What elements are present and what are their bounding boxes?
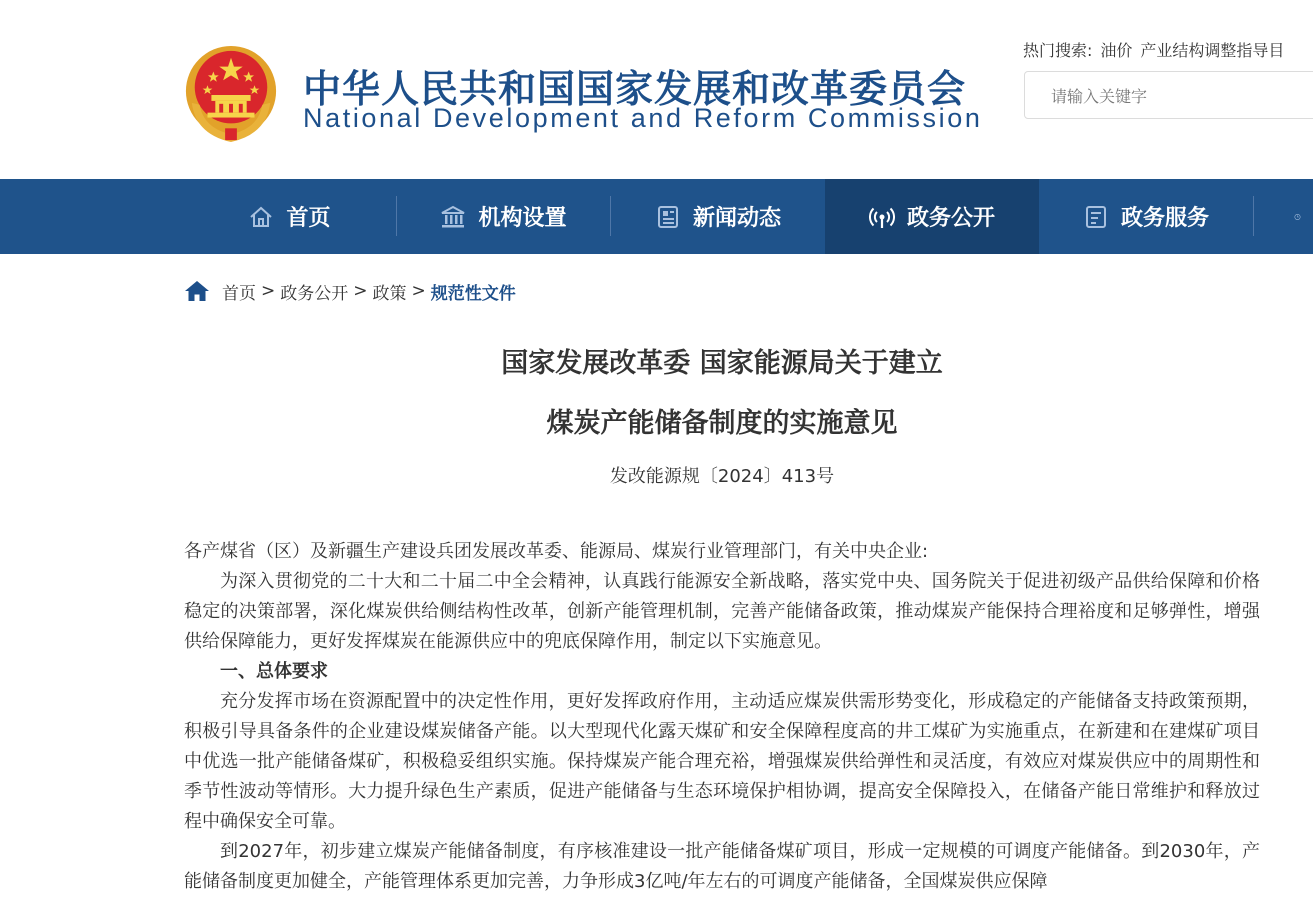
hot-search-label: 热门搜索: (1023, 41, 1093, 60)
nav-item-partial[interactable] (1254, 179, 1313, 254)
news-icon (655, 204, 681, 230)
article-title-line: 国家发展改革委 国家能源局关于建立 (501, 348, 943, 379)
breadcrumb-link-home[interactable]: 首页 (222, 283, 256, 304)
breadcrumb-home-icon[interactable] (184, 280, 210, 302)
breadcrumb (184, 278, 516, 304)
article-title-line: 煤炭产能储备制度的实施意见 (546, 408, 898, 439)
nav-item-label: 首页 (286, 206, 331, 231)
paragraph: 到2027年，初步建立煤炭产能储备制度，有序核准建设一批产能储备煤矿项目，形成一定规模的可调度产能储备。到2030年，产能储备制度更加健全，产能管理体系更加完善，力争形成3亿吨/年左右的可调度产能储备，全国煤炭供应保障 (184, 841, 1260, 892)
nav-item-label: 新闻动态 (692, 206, 781, 231)
national-emblem-icon[interactable] (182, 44, 280, 146)
article-body (184, 537, 1260, 897)
nav-item-label: 机构设置 (478, 206, 567, 231)
search-input[interactable] (1049, 72, 1313, 120)
breadcrumb-current[interactable]: 规范性文件 (430, 283, 516, 304)
section-heading: 一、总体要求 (220, 661, 328, 682)
hot-search-term[interactable]: 油价 (1100, 41, 1133, 60)
clock-icon (1294, 204, 1301, 230)
nav-item-label: 政务服务 (1120, 206, 1209, 231)
breadcrumb-separator: > (261, 281, 276, 301)
hot-search-bar (1023, 38, 1292, 61)
breadcrumb-separator: > (411, 281, 426, 301)
nav-item-organization[interactable] (397, 179, 610, 254)
addressee: 各产煤省（区）及新疆生产建设兵团发展改革委、能源局、煤炭行业管理部门，有关中央企业: (184, 541, 929, 562)
building-icon (440, 204, 466, 230)
nav-item-services[interactable] (1039, 179, 1253, 254)
search-box (1024, 71, 1313, 119)
main-nav (0, 179, 1313, 254)
site-header (0, 0, 1313, 179)
breadcrumb-separator: > (353, 281, 368, 301)
hot-search-term[interactable]: 产业结构调整指导目 (1140, 41, 1285, 60)
site-title-chinese[interactable]: 中华人民共和国国家发展和改革委员会 (303, 67, 967, 111)
broadcast-icon (869, 204, 895, 230)
document-number: 发改能源规〔2024〕413号 (609, 466, 835, 487)
paragraph: 为深入贯彻党的二十大和二十届二中全会精神，认真践行能源安全新战略，落实党中央、国务院关于促进初级产品供给保障和价格稳定的决策部署，深化煤炭供给侧结构性改革，创新产能管理机制，完善产能储备政策，推动煤炭产能保持合理裕度和足够弹性，增强供给保障能力，更好发挥煤炭在能源供应中的兜底保障作用，制定以下实施意见。 (184, 571, 1260, 652)
paragraph: 充分发挥市场在资源配置中的决定性作用，更好发挥政府作用，主动适应煤炭供需形势变化，形成稳定的产能储备支持政策预期，积极引导具备条件的企业建设煤炭储备产能。以大型现代化露天煤矿和安全保障程度高的井工煤矿为实施重点，在新建和在建煤矿项目中优选一批产能储备煤矿，积极稳妥组织实施。保持煤炭产能合理充裕，增强煤炭供给弹性和灵活度，有效应对煤炭供应中的周期性和季节性波动等情形。大力提升绿色生产素质，促进产能储备与生态环境保护相协调，提高安全保障投入，在储备产能日常维护和释放过程中确保安全可靠。 (184, 691, 1260, 832)
nav-item-label: 政务公开 (906, 206, 995, 231)
breadcrumb-link-government-affairs[interactable]: 政务公开 (280, 283, 349, 304)
breadcrumb-link-policy[interactable]: 政策 (372, 283, 407, 304)
nav-item-news[interactable] (611, 179, 825, 254)
home-icon (248, 204, 274, 230)
service-icon (1083, 204, 1109, 230)
nav-item-home[interactable] (183, 179, 396, 254)
article-title (184, 334, 1260, 454)
nav-item-government-affairs[interactable] (825, 179, 1039, 254)
site-title-english[interactable]: National Development and Reform Commission (303, 103, 983, 133)
